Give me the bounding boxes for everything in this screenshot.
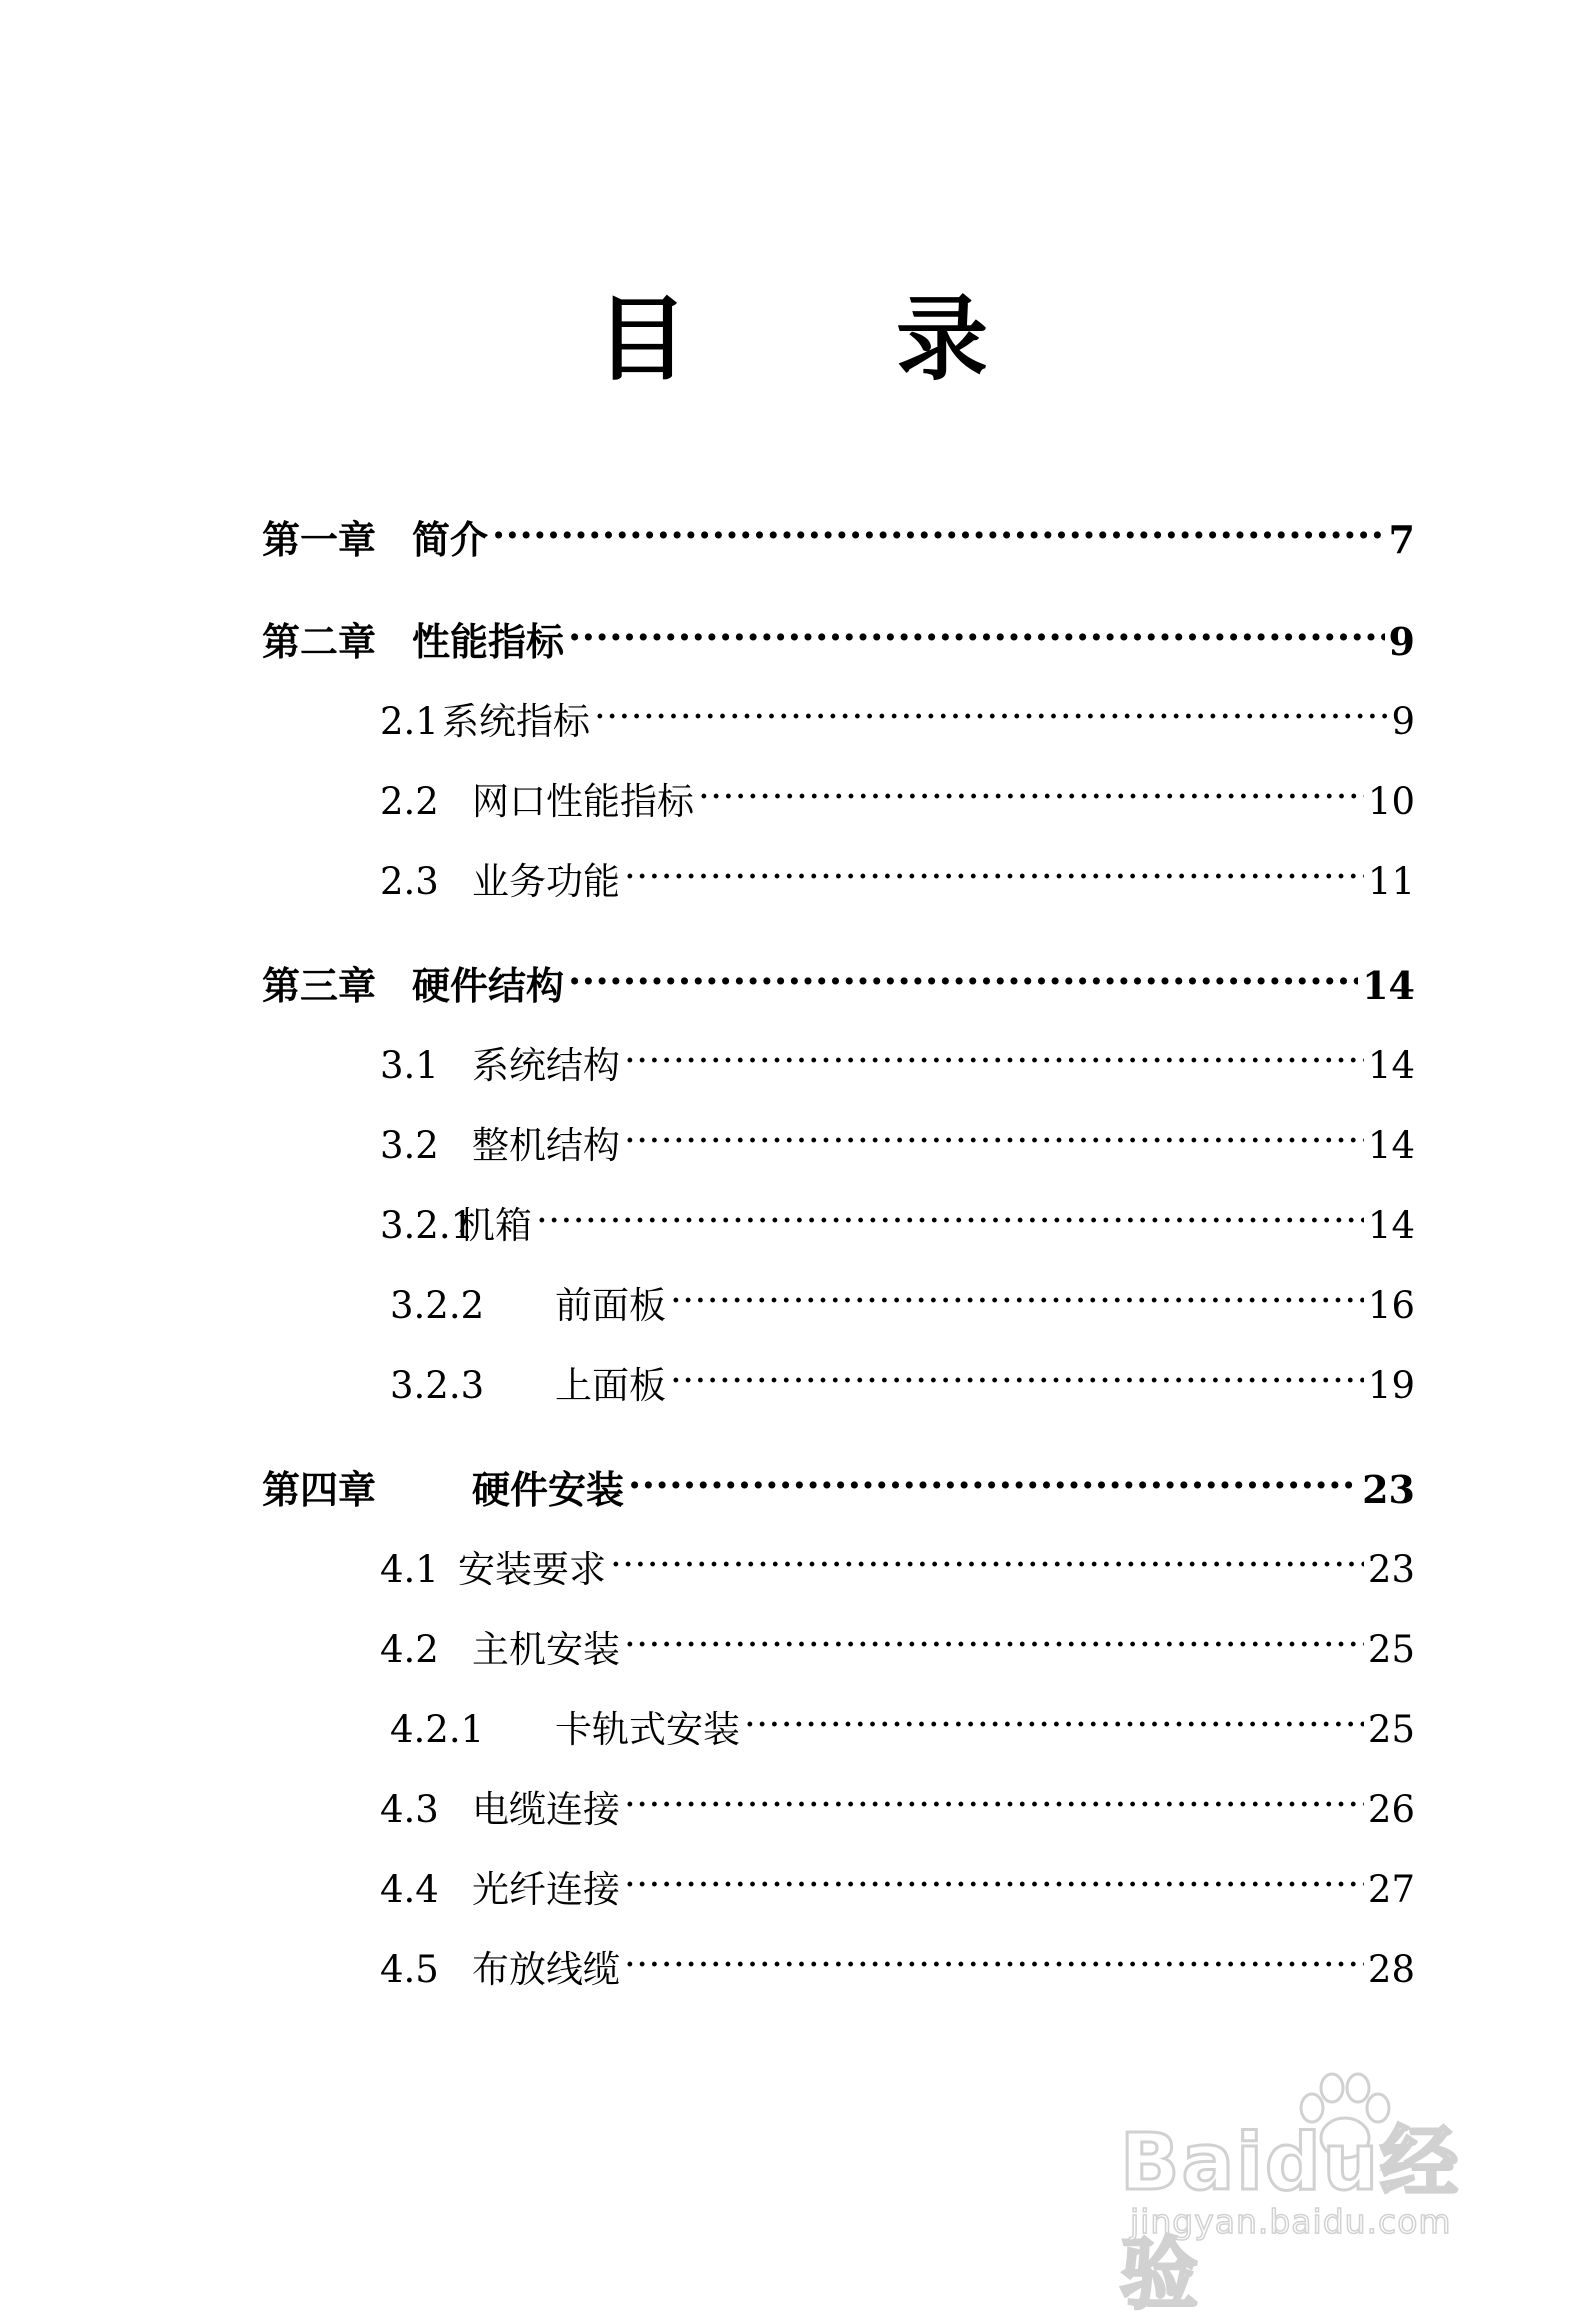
- toc-entry-number: 3.1: [380, 1044, 439, 1087]
- toc-entry-chapter-4[interactable]: [262, 1460, 1415, 1520]
- dot-leader: [670, 1361, 1364, 1398]
- toc-entry-number: 第二章: [262, 619, 377, 664]
- toc-entry-page: 19: [1367, 1364, 1415, 1407]
- toc-entry-number: 3.2.2: [390, 1284, 485, 1327]
- dot-leader: [568, 617, 1385, 655]
- toc-entry-2-1[interactable]: [380, 692, 1415, 752]
- toc-entry-page: 27: [1367, 1868, 1415, 1911]
- dot-leader: [628, 1465, 1358, 1503]
- toc-entry-label: 卡轨式安装: [555, 1708, 740, 1751]
- toc-entry-4-2[interactable]: [380, 1620, 1415, 1680]
- toc-entry-page: 14: [1367, 1044, 1415, 1087]
- dot-leader: [624, 1121, 1364, 1158]
- toc-entry-label: 电缆连接: [472, 1788, 620, 1831]
- watermark-logo: Baidu经验: [1120, 2118, 1461, 2320]
- toc-entry-2-3[interactable]: [380, 852, 1415, 912]
- toc-entry-label: 上面板: [555, 1364, 666, 1407]
- dot-leader: [594, 697, 1387, 734]
- toc-entry-label: 整机结构: [472, 1124, 620, 1167]
- toc-entry-2-2[interactable]: [380, 772, 1415, 832]
- dot-leader: [610, 1545, 1364, 1582]
- toc-entry-label: 系统指标: [442, 700, 590, 743]
- toc-entry-page: 25: [1367, 1708, 1415, 1751]
- dot-leader: [492, 515, 1385, 553]
- toc-entry-label: 性能指标: [412, 619, 565, 664]
- dot-leader: [624, 1865, 1364, 1902]
- toc-entry-page: 9: [1388, 619, 1415, 664]
- toc-entry-chapter-3[interactable]: [262, 956, 1415, 1016]
- toc-entry-chapter-1[interactable]: [262, 510, 1415, 570]
- toc-entry-page: 14: [1367, 1124, 1415, 1167]
- toc-entry-label: 机箱: [458, 1204, 532, 1247]
- toc-entry-label: 前面板: [555, 1284, 666, 1327]
- toc-entry-4-3[interactable]: [380, 1780, 1415, 1840]
- toc-entry-number: 4.2.1: [390, 1708, 485, 1751]
- toc-entry-4-4[interactable]: [380, 1860, 1415, 1920]
- toc-entry-3-2-3[interactable]: [390, 1356, 1415, 1416]
- toc-entry-chapter-2[interactable]: [262, 612, 1415, 672]
- toc-entry-page: 16: [1367, 1284, 1415, 1327]
- toc-entry-page: 9: [1391, 700, 1415, 743]
- toc-entry-number: 3.2: [380, 1124, 439, 1167]
- toc-entry-label: 网口性能指标: [472, 780, 694, 823]
- toc-entry-page: 23: [1362, 1467, 1415, 1512]
- toc-entry-number: 4.5: [380, 1948, 439, 1991]
- toc-entry-page: 10: [1367, 780, 1415, 823]
- dot-leader: [568, 961, 1358, 999]
- toc-entry-label: 主机安装: [472, 1628, 620, 1671]
- toc-entry-label: 硬件安装: [472, 1467, 625, 1512]
- toc-entry-page: 14: [1362, 963, 1415, 1008]
- toc-entry-number: 4.3: [380, 1788, 439, 1831]
- baidu-jingyan-watermark: [1110, 2070, 1530, 2320]
- toc-entry-page: 23: [1367, 1548, 1415, 1591]
- toc-entry-page: 28: [1367, 1948, 1415, 1991]
- dot-leader: [624, 1041, 1364, 1078]
- toc-entry-label: 业务功能: [472, 860, 620, 903]
- toc-entry-number: 4.1: [380, 1548, 439, 1591]
- toc-entry-label: 硬件结构: [412, 963, 565, 1008]
- toc-entry-label: 布放线缆: [472, 1948, 620, 1991]
- toc-entry-label: 安装要求: [458, 1548, 606, 1591]
- toc-entry-number: 3.2.1: [380, 1204, 475, 1247]
- toc-entry-page: 7: [1388, 517, 1415, 562]
- toc-entry-3-1[interactable]: [380, 1036, 1415, 1096]
- dot-leader: [698, 777, 1364, 814]
- toc-entry-page: 26: [1367, 1788, 1415, 1831]
- toc-entry-page: 14: [1367, 1204, 1415, 1247]
- toc-entry-number: 4.2: [380, 1628, 439, 1671]
- toc-entry-4-1[interactable]: [380, 1540, 1415, 1600]
- toc-entry-3-2-1[interactable]: [380, 1196, 1415, 1256]
- dot-leader: [624, 857, 1364, 894]
- toc-entry-3-2-2[interactable]: [390, 1276, 1415, 1336]
- watermark-url: jingyan.baidu.com: [1130, 2202, 1452, 2241]
- dot-leader: [744, 1705, 1364, 1742]
- dot-leader: [670, 1281, 1364, 1318]
- toc-entry-label: 系统结构: [472, 1044, 620, 1087]
- dot-leader: [624, 1945, 1364, 1982]
- toc-entry-4-5[interactable]: [380, 1940, 1415, 2000]
- toc-entry-number: 4.4: [380, 1868, 439, 1911]
- toc-entry-number: 第四章: [262, 1467, 377, 1512]
- dot-leader: [624, 1785, 1364, 1822]
- toc-entry-number: 2.3: [380, 860, 439, 903]
- toc-entry-number: 第三章: [262, 963, 377, 1008]
- toc-entry-number: 第一章: [262, 517, 377, 562]
- toc-entry-page: 25: [1367, 1628, 1415, 1671]
- dot-leader: [624, 1625, 1364, 1662]
- page-title: 目 录: [595, 286, 1077, 393]
- toc-entry-number: 3.2.3: [390, 1364, 485, 1407]
- toc-entry-3-2[interactable]: [380, 1116, 1415, 1176]
- dot-leader: [536, 1201, 1364, 1238]
- toc-entry-number: 2.2: [380, 780, 439, 823]
- toc-entry-label: 光纤连接: [472, 1868, 620, 1911]
- toc-entry-4-2-1[interactable]: [390, 1700, 1415, 1760]
- toc-entry-label: 简介: [412, 517, 489, 562]
- toc-entry-page: 11: [1367, 860, 1415, 903]
- toc-entry-number: 2.1: [380, 700, 439, 743]
